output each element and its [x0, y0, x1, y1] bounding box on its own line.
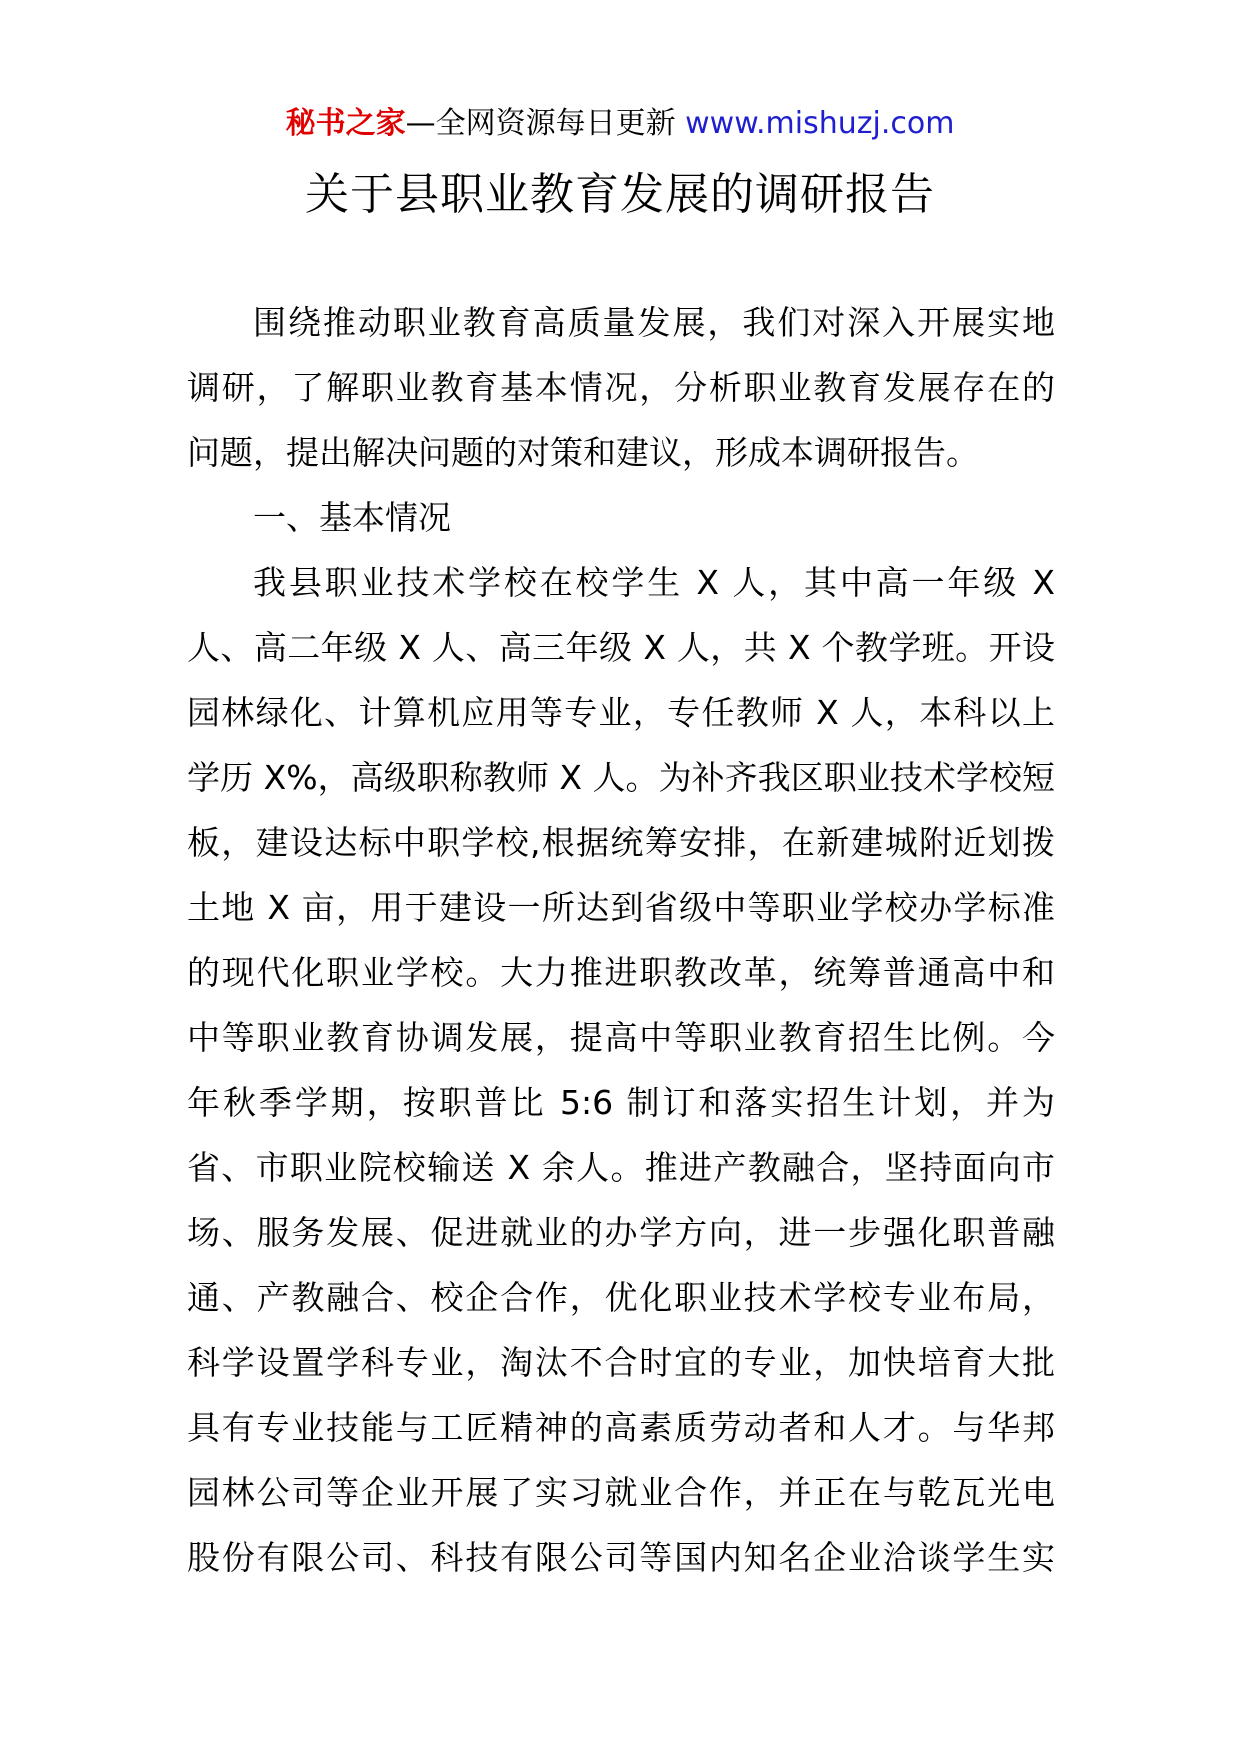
paragraph-line: 土地 X 亩，用于建设一所达到省级中等职业学校办学标准 [187, 888, 1055, 927]
paragraph-line: 具有专业技能与工匠精神的高素质劳动者和人才。与华邦 [187, 1408, 1055, 1447]
paragraph-line: 年秋季学期，按职普比 5:6 制订和落实招生计划，并为 [187, 1083, 1055, 1122]
paragraph-line: 中等职业教育协调发展，提高中等职业教育招生比例。今 [187, 1018, 1055, 1057]
paragraph-line: 调研，了解职业教育基本情况，分析职业教育发展存在的 [187, 368, 1055, 407]
brand-name: 秘书之家 [285, 106, 406, 141]
header-slogan: —全网资源每日更新 [405, 106, 676, 141]
site-header [0, 104, 1240, 144]
paragraph-line: 园林公司等企业开展了实习就业合作，并正在与乾瓦光电 [187, 1473, 1055, 1512]
paragraph-line: 的现代化职业学校。大力推进职教改革，统筹普通高中和 [187, 953, 1055, 992]
paragraph-line: 场、服务发展、促进就业的办学方向，进一步强化职普融 [187, 1213, 1055, 1252]
paragraph-line: 园林绿化、计算机应用等专业，专任教师 X 人，本科以上 [187, 693, 1055, 732]
paragraph-line: 股份有限公司、科技有限公司等国内知名企业洽谈学生实 [187, 1538, 1055, 1577]
document-title: 关于县职业教育发展的调研报告 [305, 169, 935, 220]
paragraph-line: 问题，提出解决问题的对策和建议，形成本调研报告。 [187, 433, 979, 472]
document-body [187, 290, 1055, 1590]
paragraph-line: 板，建设达标中职学校,根据统筹安排，在新建城附近划拨 [187, 823, 1055, 862]
paragraph-line: 省、市职业院校输送 X 余人。推进产教融合，坚持面向市 [187, 1148, 1055, 1187]
paragraph-line: 通、产教融合、校企合作，优化职业技术学校专业布局， [187, 1278, 1055, 1317]
site-url-link[interactable]: www.mishuzj.com [685, 106, 955, 141]
paragraph-line: 我县职业技术学校在校学生 X 人，其中高一年级 X [253, 563, 1055, 602]
paragraph-line: 围绕推动职业教育高质量发展，我们对深入开展实地 [253, 303, 1055, 342]
paragraph-line: 人、高二年级 X 人、高三年级 X 人，共 X 个教学班。开设 [187, 628, 1055, 667]
paragraph-line: 科学设置学科专业，淘汰不合时宜的专业，加快培育大批 [187, 1343, 1055, 1382]
paragraph-line: 学历 X%，高级职称教师 X 人。为补齐我区职业技术学校短 [187, 758, 1055, 797]
section-heading: 一、基本情况 [253, 498, 451, 537]
